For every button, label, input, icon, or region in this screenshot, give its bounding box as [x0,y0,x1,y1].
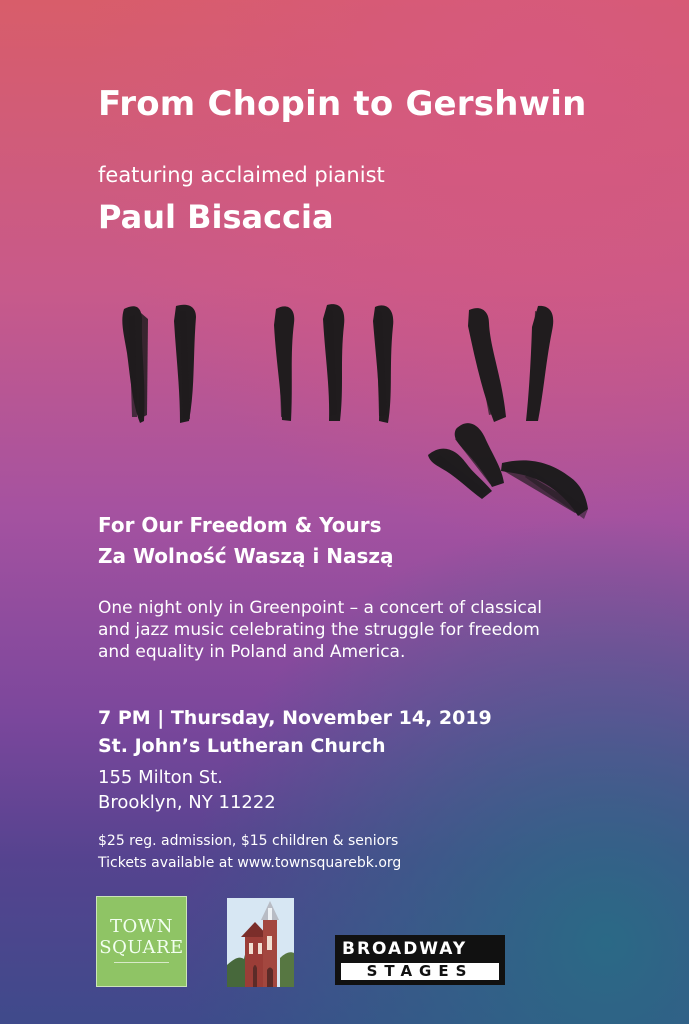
description-line-1: One night only in Greenpoint – a concert of classical [98,598,542,618]
campaign-title-english: For Our Freedom & Yours [98,513,382,537]
description-line-2: and jazz music celebrating the struggle for freedom [98,620,540,640]
venue-address-line-1: 155 Milton St. [98,767,224,788]
artist-name: Paul Bisaccia [98,198,334,236]
featured-label: featuring acclaimed pianist [98,163,385,187]
ticket-info [98,853,401,873]
broadway-stages-logo-top: BROADWAY [342,939,468,959]
town-square-logo-line-2: SQUARE [99,937,184,958]
church-photo-icon [227,898,294,987]
event-venue: St. John’s Lutheran Church [98,735,386,757]
town-square-logo-line-1: TOWN [109,916,173,937]
ticket-prefix: Tickets available at [98,855,238,871]
ticket-link[interactable]: www.townsquarebk.org [237,855,402,871]
town-square-logo-rule [114,962,169,963]
broadway-stages-logo [335,935,505,985]
brush-strokes-icon [112,293,602,529]
poster-title: From Chopin to Gershwin [98,84,587,124]
event-description [98,597,638,663]
campaign-title-polish: Za Wolność Waszą i Naszą [98,544,394,568]
broadway-stages-logo-bottom: STAGES [341,963,499,980]
venue-address-line-2: Brooklyn, NY 11222 [98,792,276,813]
town-square-logo [96,896,187,987]
event-date-time: 7 PM | Thursday, November 14, 2019 [98,707,492,729]
description-line-3: and equality in Poland and America. [98,642,406,662]
ticket-prices: $25 reg. admission, $15 children & seniors [98,833,399,849]
